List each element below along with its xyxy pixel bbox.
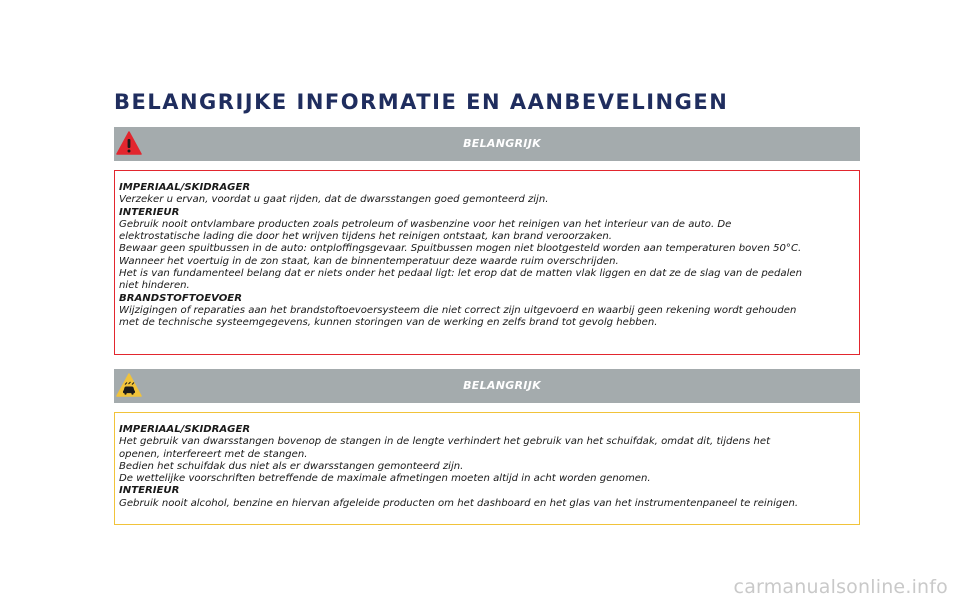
notice-header — [114, 369, 860, 403]
notice-body — [114, 170, 860, 355]
paragraph: Bewaar geen spuitbussen in de auto: ontploffingsgevaar. Spuitbussen mogen niet blootgesteld worden aan temperaturen boven 50°C. Wanneer het voertuig in de zon staat, kan de binnentemperatuur deze waarde ruim overschrijden. — [119, 243, 802, 267]
section-heading: INTERIEUR — [119, 485, 180, 497]
paragraph: Verzeker u ervan, voordat u gaat rijden, dat de dwarsstangen goed gemonteerd zijn. — [119, 194, 549, 206]
notice-body — [114, 412, 860, 525]
section-heading: INTERIEUR — [119, 206, 180, 218]
paragraph: Bedien het schuifdak dus niet als er dwarsstangen gemonteerd zijn. — [119, 460, 464, 472]
paragraph: Het is van fundamenteel belang dat er niets onder het pedaal ligt: let erop dat de matten vlak liggen en dat ze de slag van de pedalen niet hinderen. — [119, 268, 802, 292]
paragraph: Het gebruik van dwarsstangen bovenop de stangen in de lengte verhindert het gebruik van het schuifdak, omdat dit, tijdens het openen, interfereert met de stangen. — [119, 436, 771, 460]
paragraph: Wijzigingen of reparaties aan het brandstoftoevoersysteem die niet correct zijn uitgevoerd en waarbij geen rekening wordt gehouden met de technische systeemgegevens, kunnen storingen van de werking en zelfs brand tot gevolg hebben. — [119, 304, 797, 329]
paragraph: Gebruik nooit alcohol, benzine en hiervan afgeleide producten om het dashboard en het glas van het instrumentenpaneel te reinigen. — [119, 497, 799, 509]
section-heading: BRANDSTOFTOEVOER — [119, 292, 242, 304]
section-heading: IMPERIAAL/SKIDRAGER — [119, 424, 251, 435]
notice-label: BELANGRIJK — [463, 379, 541, 392]
page-title: BELANGRIJKE INFORMATIE EN AANBEVELINGEN — [114, 90, 729, 114]
paragraph: De wettelijke voorschriften betreffende de maximale afmetingen moeten altijd in acht worden genomen. — [119, 473, 651, 485]
section-heading: IMPERIAAL/SKIDRAGER — [119, 182, 251, 193]
notice-label: BELANGRIJK — [463, 137, 541, 150]
notice-box-caution — [114, 369, 860, 525]
paragraph: Gebruik nooit ontvlambare producten zoals petroleum of wasbenzine voor het reinigen van het interieur van de auto. De elektrostatische lading die door het wrijven tijdens het reinigen ontstaat, kan brand veroorzaken. — [119, 218, 732, 243]
notice-header — [114, 127, 860, 161]
watermark: carmanualsonline.info — [733, 576, 948, 598]
notice-box-danger — [114, 127, 860, 355]
